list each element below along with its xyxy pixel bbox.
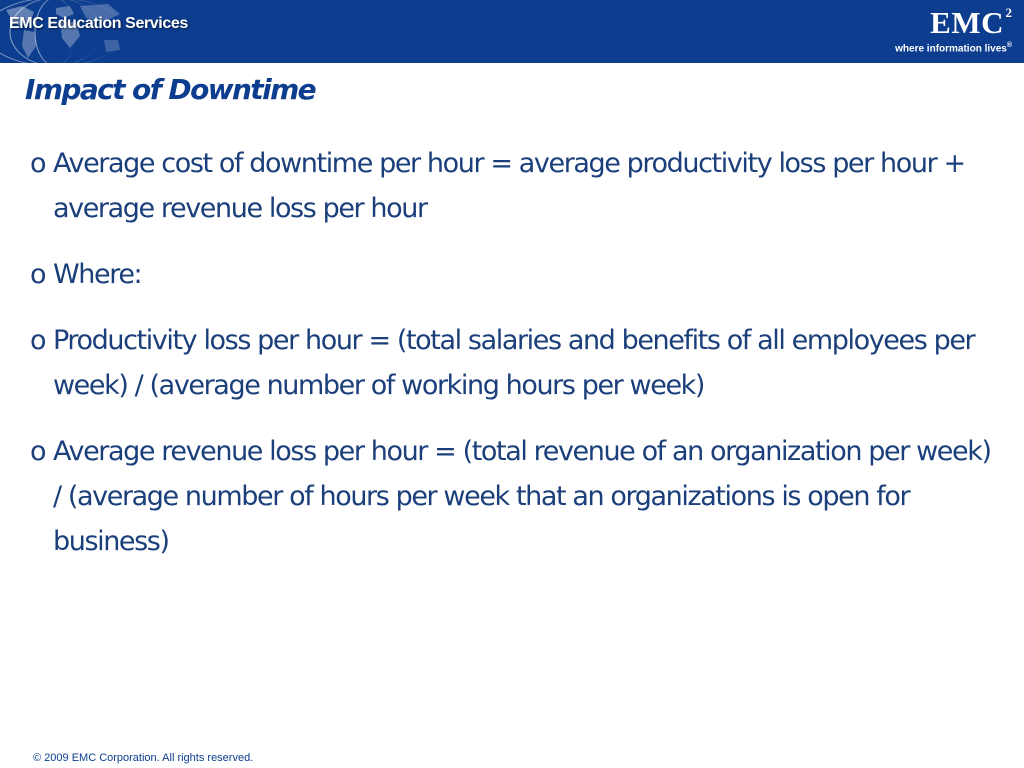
emc-tagline-text: where information lives xyxy=(895,43,1007,55)
bullet-item xyxy=(30,429,1005,564)
bullet-marker: o xyxy=(30,148,47,179)
emc-wordmark: EMC xyxy=(930,5,1004,40)
bullet-marker: o xyxy=(30,259,47,290)
bullet-item xyxy=(30,318,1005,408)
emc-superscript: 2 xyxy=(1005,5,1012,20)
bullet-item xyxy=(30,252,1005,297)
bullet-list xyxy=(30,141,1005,585)
bullet-item xyxy=(30,141,1005,231)
header-bar xyxy=(0,0,1024,63)
education-services-brand: EMC Education Services xyxy=(9,15,188,32)
slide-title: Impact of Downtime xyxy=(25,73,316,106)
bullet-marker: o xyxy=(30,325,47,356)
bullet-text: Productivity loss per hour = (total salaries and benefits of all employees per week) / (average number of working hours per week) xyxy=(53,325,975,401)
registered-mark: ® xyxy=(1006,42,1012,49)
copyright-notice: © 2009 EMC Corporation. All rights reserved. xyxy=(33,752,254,764)
bullet-text: Average revenue loss per hour = (total revenue of an organization per week) / (average number of hours per week that an organizations is open for business) xyxy=(53,436,991,557)
emc-tagline xyxy=(892,40,1012,55)
bullet-marker: o xyxy=(30,436,47,467)
emc-logo xyxy=(892,6,1012,56)
bullet-text: Average cost of downtime per hour = average productivity loss per hour + average revenue loss per hour xyxy=(53,148,965,224)
bullet-text: Where: xyxy=(53,259,142,290)
